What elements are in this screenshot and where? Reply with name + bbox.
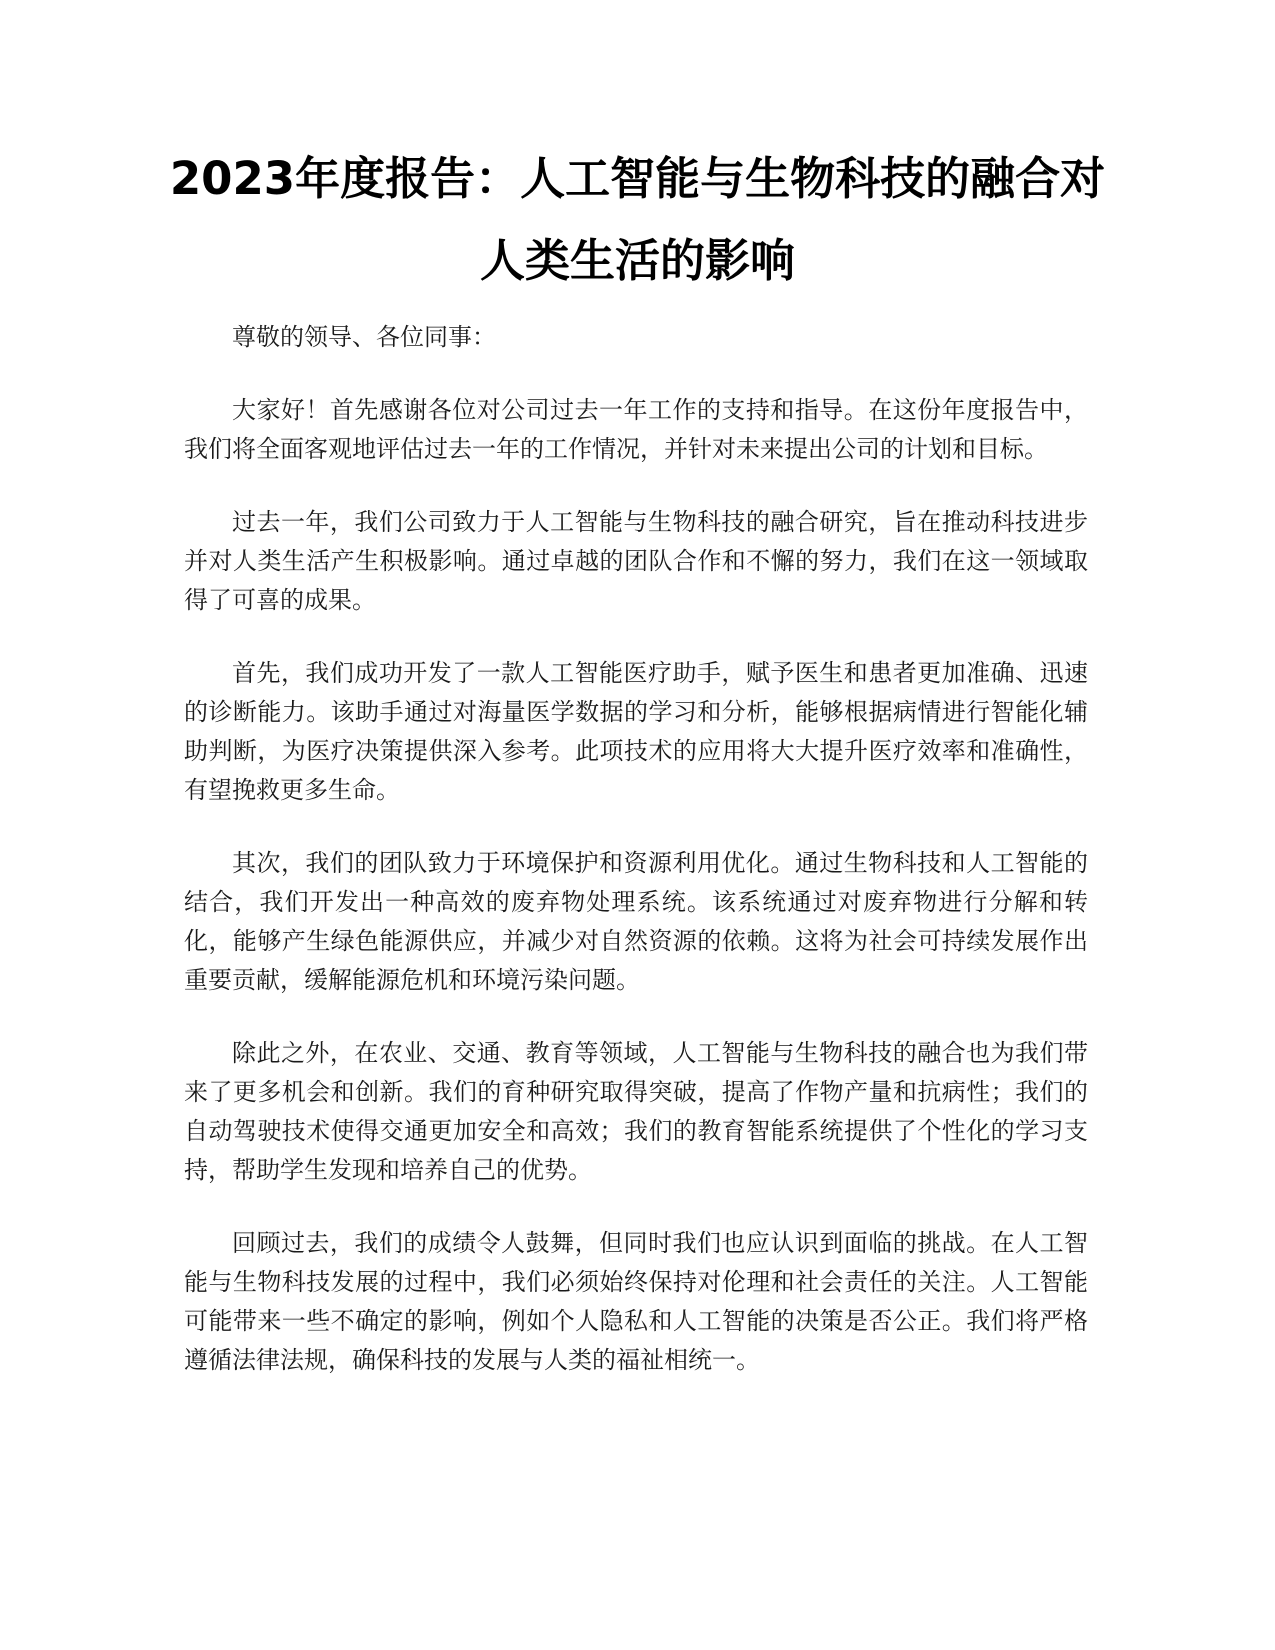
document-body [184,318,1088,1414]
body-paragraph: 回顾过去，我们的成绩令人鼓舞，但同时我们也应认识到面临的挑战。在人工智能与生物科技发展的过程中，我们必须始终保持对伦理和社会责任的关注。人工智能可能带来一些不确定的影响，例如个人隐私和人工智能的决策是否公正。我们将严格遵循法律法规，确保科技的发展与人类的福祉相统一。 [184,1229,1088,1374]
body-paragraph: 大家好！首先感谢各位对公司过去一年工作的支持和指导。在这份年度报告中，我们将全面客观地评估过去一年的工作情况，并针对未来提出公司的计划和目标。 [184,396,1088,463]
body-paragraph: 首先，我们成功开发了一款人工智能医疗助手，赋予医生和患者更加准确、迅速的诊断能力。该助手通过对海量医学数据的学习和分析，能够根据病情进行智能化辅助判断，为医疗决策提供深入参考。此项技术的应用将大大提升医疗效率和准确性，有望挽救更多生命。 [184,659,1088,804]
document-title: 2023年度报告：人工智能与生物科技的融合对人类生活的影响 [169,152,1106,287]
body-paragraph: 其次，我们的团队致力于环境保护和资源利用优化。通过生物科技和人工智能的结合，我们开发出一种高效的废弃物处理系统。该系统通过对废弃物进行分解和转化，能够产生绿色能源供应，并减少对自然资源的依赖。这将为社会可持续发展作出重要贡献，缓解能源危机和环境污染问题。 [184,849,1088,994]
body-paragraph: 过去一年，我们公司致力于人工智能与生物科技的融合研究，旨在推动科技进步并对人类生活产生积极影响。通过卓越的团队合作和不懈的努力，我们在这一领域取得了可喜的成果。 [184,508,1088,614]
body-paragraph: 除此之外，在农业、交通、教育等领域，人工智能与生物科技的融合也为我们带来了更多机会和创新。我们的育种研究取得突破，提高了作物产量和抗病性；我们的自动驾驶技术使得交通更加安全和高效；我们的教育智能系统提供了个性化的学习支持，帮助学生发现和培养自己的优势。 [184,1039,1088,1184]
salutation-paragraph: 尊敬的领导、各位同事： [232,323,496,351]
